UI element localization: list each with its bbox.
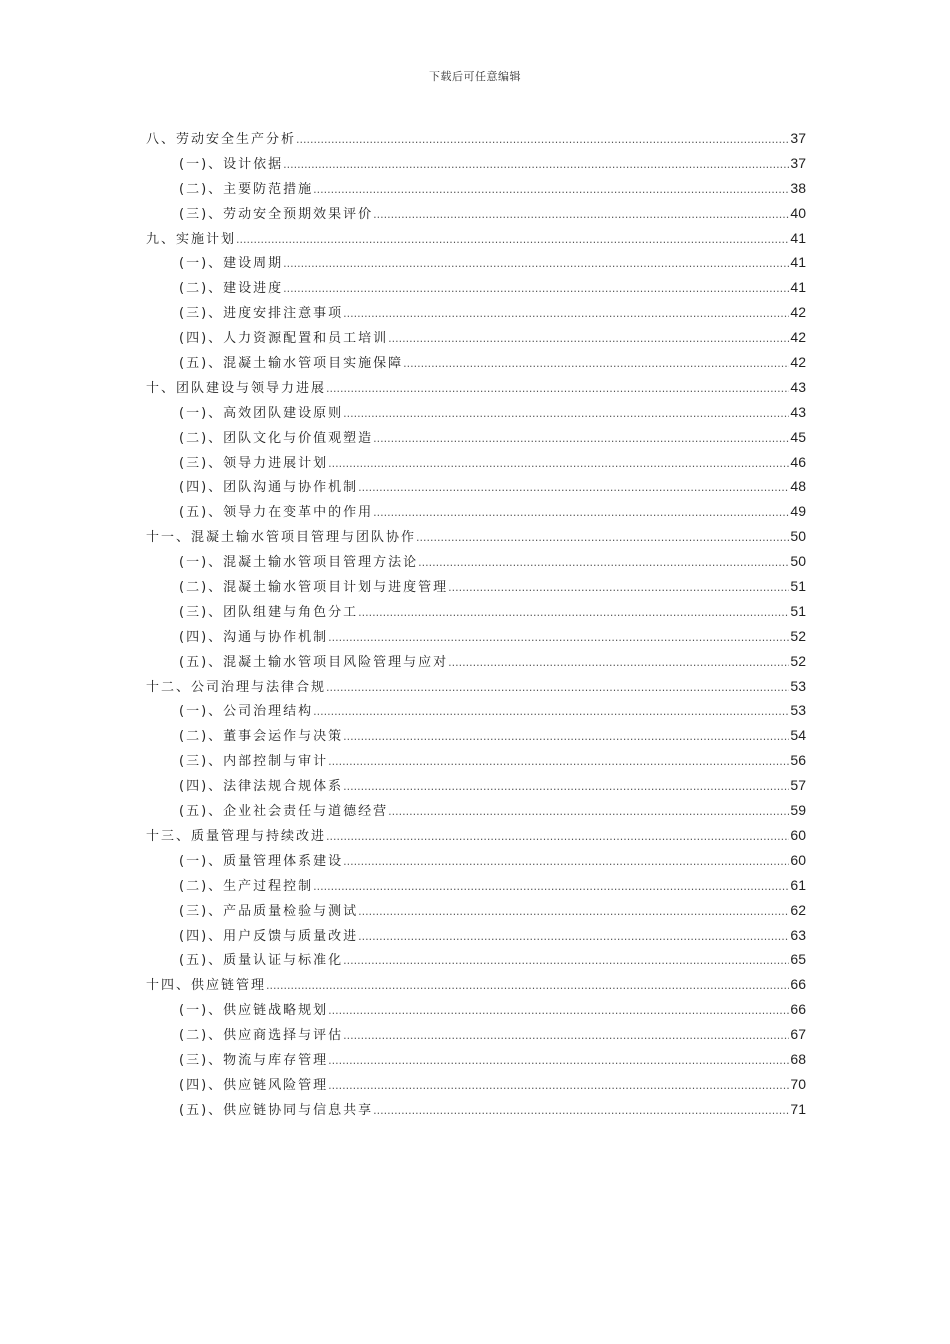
toc-entry-title: (一)、高效团队建设原则 xyxy=(179,405,344,421)
toc-entry-title: (五)、企业社会责任与道德经营 xyxy=(179,804,389,820)
toc-dot-leader xyxy=(328,1074,789,1099)
toc-page-number: 51 xyxy=(790,602,806,619)
toc-section-entry[interactable] xyxy=(146,848,806,873)
toc-section-entry[interactable] xyxy=(146,325,806,350)
toc-section-entry[interactable] xyxy=(146,1022,806,1047)
toc-chapter-entry[interactable] xyxy=(146,972,806,997)
toc-entry-title: (二)、董事会运作与决策 xyxy=(179,729,344,745)
toc-section-entry[interactable] xyxy=(146,151,806,176)
toc-dot-leader xyxy=(313,875,789,900)
toc-section-entry[interactable] xyxy=(146,450,806,475)
page-header: 下载后可任意编辑 xyxy=(429,70,521,83)
toc-section-entry[interactable] xyxy=(146,798,806,823)
toc-dot-leader xyxy=(313,700,789,725)
toc-dot-leader xyxy=(326,676,789,701)
toc-chapter-entry[interactable] xyxy=(146,375,806,400)
toc-dot-leader xyxy=(328,1049,789,1074)
toc-entry-title: (二)、供应商选择与评估 xyxy=(179,1028,344,1044)
toc-entry-title: (三)、内部控制与审计 xyxy=(179,754,329,770)
toc-dot-leader xyxy=(236,228,789,253)
toc-dot-leader xyxy=(358,476,789,501)
toc-chapter-entry[interactable] xyxy=(146,823,806,848)
toc-entry-title: (五)、混凝土输水管项目风险管理与应对 xyxy=(179,654,449,670)
toc-page-number: 60 xyxy=(790,826,806,843)
toc-entry-title: 十四、供应链管理 xyxy=(146,978,267,994)
toc-entry-title: (三)、物流与库存管理 xyxy=(179,1052,329,1068)
toc-dot-leader xyxy=(343,775,789,800)
toc-page-number: 41 xyxy=(790,229,806,246)
toc-page-number: 68 xyxy=(790,1050,806,1067)
toc-entry-title: (一)、公司治理结构 xyxy=(179,704,314,720)
toc-entry-title: (四)、法律法规合规体系 xyxy=(179,779,344,795)
toc-dot-leader xyxy=(296,128,789,153)
toc-dot-leader xyxy=(358,601,789,626)
toc-entry-title: (三)、产品质量检验与测试 xyxy=(179,903,359,919)
toc-dot-leader xyxy=(283,153,789,178)
toc-entry-title: (四)、用户反馈与质量改进 xyxy=(179,928,359,944)
toc-page-number: 49 xyxy=(790,503,806,520)
toc-entry-title: 十一、混凝土输水管项目管理与团队协作 xyxy=(146,530,417,546)
toc-page-number: 51 xyxy=(790,578,806,595)
toc-dot-leader xyxy=(448,651,789,676)
toc-dot-leader xyxy=(403,352,789,377)
toc-page-number: 38 xyxy=(790,179,806,196)
toc-section-entry[interactable] xyxy=(146,300,806,325)
toc-section-entry[interactable] xyxy=(146,723,806,748)
toc-section-entry[interactable] xyxy=(146,549,806,574)
toc-entry-title: (五)、混凝土输水管项目实施保障 xyxy=(179,356,404,372)
toc-page-number: 43 xyxy=(790,378,806,395)
toc-entry-title: 十三、质量管理与持续改进 xyxy=(146,828,327,844)
toc-dot-leader xyxy=(416,526,789,551)
toc-chapter-entry[interactable] xyxy=(146,226,806,251)
toc-dot-leader xyxy=(266,974,789,999)
toc-dot-leader xyxy=(358,925,789,950)
toc-page-number: 54 xyxy=(790,727,806,744)
toc-section-entry[interactable] xyxy=(146,176,806,201)
toc-dot-leader xyxy=(373,1099,789,1124)
toc-entry-title: 十、团队建设与领导力进展 xyxy=(146,380,327,396)
toc-dot-leader xyxy=(373,427,789,452)
toc-entry-title: (五)、供应链协同与信息共享 xyxy=(179,1102,374,1118)
toc-section-entry[interactable] xyxy=(146,898,806,923)
toc-section-entry[interactable] xyxy=(146,773,806,798)
toc-dot-leader xyxy=(313,178,789,203)
toc-entry-title: (二)、建设进度 xyxy=(179,281,284,297)
toc-entry-title: (二)、混凝土输水管项目计划与进度管理 xyxy=(179,580,449,596)
toc-page-number: 66 xyxy=(790,1001,806,1018)
toc-dot-leader xyxy=(343,949,789,974)
toc-page-number: 41 xyxy=(790,254,806,271)
toc-entry-title: (二)、团队文化与价值观塑造 xyxy=(179,430,374,446)
toc-entry-title: (二)、主要防范措施 xyxy=(179,181,314,197)
toc-dot-leader xyxy=(328,626,789,651)
toc-section-entry[interactable] xyxy=(146,748,806,773)
toc-section-entry[interactable] xyxy=(146,698,806,723)
toc-page-number: 65 xyxy=(790,951,806,968)
toc-entry-title: (一)、质量管理体系建设 xyxy=(179,853,344,869)
toc-section-entry[interactable] xyxy=(146,499,806,524)
toc-dot-leader xyxy=(343,850,789,875)
toc-dot-leader xyxy=(326,377,789,402)
toc-dot-leader xyxy=(418,551,789,576)
toc-page-number: 50 xyxy=(790,528,806,545)
toc-entry-title: (一)、建设周期 xyxy=(179,256,284,272)
toc-page-number: 53 xyxy=(790,677,806,694)
toc-section-entry[interactable] xyxy=(146,624,806,649)
toc-dot-leader xyxy=(373,203,789,228)
toc-dot-leader xyxy=(328,999,789,1024)
toc-entry-title: 八、劳动安全生产分析 xyxy=(146,132,297,147)
toc-section-entry[interactable] xyxy=(146,201,806,226)
toc-page-number: 59 xyxy=(790,802,806,819)
toc-page-number: 52 xyxy=(790,652,806,669)
toc-dot-leader xyxy=(328,750,789,775)
toc-chapter-entry[interactable] xyxy=(146,674,806,699)
toc-section-entry[interactable] xyxy=(146,1097,806,1122)
toc-dot-leader xyxy=(343,302,789,327)
toc-entry-title: (五)、领导力在变革中的作用 xyxy=(179,505,374,521)
toc-dot-leader xyxy=(343,1024,789,1049)
toc-page-number: 37 xyxy=(790,154,806,171)
toc-page-number: 42 xyxy=(790,329,806,346)
toc-page-number: 42 xyxy=(790,304,806,321)
toc-section-entry[interactable] xyxy=(146,1072,806,1097)
toc-page-number: 45 xyxy=(790,428,806,445)
toc-section-entry[interactable] xyxy=(146,350,806,375)
toc-entry-title: (三)、团队组建与角色分工 xyxy=(179,604,359,620)
toc-page-number: 62 xyxy=(790,901,806,918)
table-of-contents xyxy=(146,126,806,1122)
toc-page-number: 50 xyxy=(790,553,806,570)
toc-dot-leader xyxy=(326,825,789,850)
toc-section-entry[interactable] xyxy=(146,250,806,275)
toc-dot-leader xyxy=(358,900,789,925)
toc-section-entry[interactable] xyxy=(146,947,806,972)
toc-page-number: 67 xyxy=(790,1026,806,1043)
toc-section-entry[interactable] xyxy=(146,425,806,450)
toc-section-entry[interactable] xyxy=(146,873,806,898)
toc-page-number: 43 xyxy=(790,403,806,420)
toc-dot-leader xyxy=(283,277,789,302)
toc-entry-title: (四)、团队沟通与协作机制 xyxy=(179,480,359,496)
toc-section-entry[interactable] xyxy=(146,275,806,300)
toc-entry-title: 九、实施计划 xyxy=(146,231,237,247)
toc-entry-title: (三)、进度安排注意事项 xyxy=(179,306,344,322)
toc-dot-leader xyxy=(343,402,789,427)
toc-section-entry[interactable] xyxy=(146,1047,806,1072)
toc-dot-leader xyxy=(283,252,789,277)
toc-page-number: 60 xyxy=(790,851,806,868)
toc-section-entry[interactable] xyxy=(146,574,806,599)
toc-dot-leader xyxy=(343,725,789,750)
toc-section-entry[interactable] xyxy=(146,997,806,1022)
toc-dot-leader xyxy=(328,452,789,477)
toc-chapter-entry[interactable] xyxy=(146,126,806,151)
toc-entry-title: (四)、沟通与协作机制 xyxy=(179,629,329,645)
toc-page-number: 40 xyxy=(790,204,806,221)
toc-page-number: 53 xyxy=(790,702,806,719)
toc-entry-title: (四)、供应链风险管理 xyxy=(179,1077,329,1093)
toc-section-entry[interactable] xyxy=(146,474,806,499)
toc-dot-leader xyxy=(448,576,789,601)
toc-page-number: 70 xyxy=(790,1075,806,1092)
toc-page-number: 52 xyxy=(790,627,806,644)
toc-section-entry[interactable] xyxy=(146,400,806,425)
toc-page-number: 56 xyxy=(790,752,806,769)
toc-page-number: 46 xyxy=(790,453,806,470)
toc-page-number: 61 xyxy=(790,876,806,893)
toc-page-number: 63 xyxy=(790,926,806,943)
toc-entry-title: (一)、供应链战略规划 xyxy=(179,1003,329,1019)
toc-entry-title: (一)、设计依据 xyxy=(179,156,284,172)
toc-page-number: 48 xyxy=(790,478,806,495)
toc-page-number: 57 xyxy=(790,777,806,794)
toc-page-number: 41 xyxy=(790,279,806,296)
toc-page-number: 66 xyxy=(790,976,806,993)
toc-dot-leader xyxy=(373,501,789,526)
toc-section-entry[interactable] xyxy=(146,923,806,948)
toc-dot-leader xyxy=(388,327,789,352)
toc-entry-title: 十二、公司治理与法律合规 xyxy=(146,679,327,695)
toc-page-number: 42 xyxy=(790,354,806,371)
toc-page-number: 71 xyxy=(790,1100,806,1117)
toc-entry-title: (三)、领导力进展计划 xyxy=(179,455,329,471)
toc-entry-title: (五)、质量认证与标准化 xyxy=(179,953,344,969)
toc-entry-title: (三)、劳动安全预期效果评价 xyxy=(179,206,374,222)
toc-page-number: 37 xyxy=(790,130,806,146)
toc-entry-title: (一)、混凝土输水管项目管理方法论 xyxy=(179,555,419,571)
toc-entry-title: (四)、人力资源配置和员工培训 xyxy=(179,331,389,347)
toc-dot-leader xyxy=(388,800,789,825)
toc-section-entry[interactable] xyxy=(146,649,806,674)
toc-entry-title: (二)、生产过程控制 xyxy=(179,878,314,894)
toc-chapter-entry[interactable] xyxy=(146,524,806,549)
toc-section-entry[interactable] xyxy=(146,599,806,624)
